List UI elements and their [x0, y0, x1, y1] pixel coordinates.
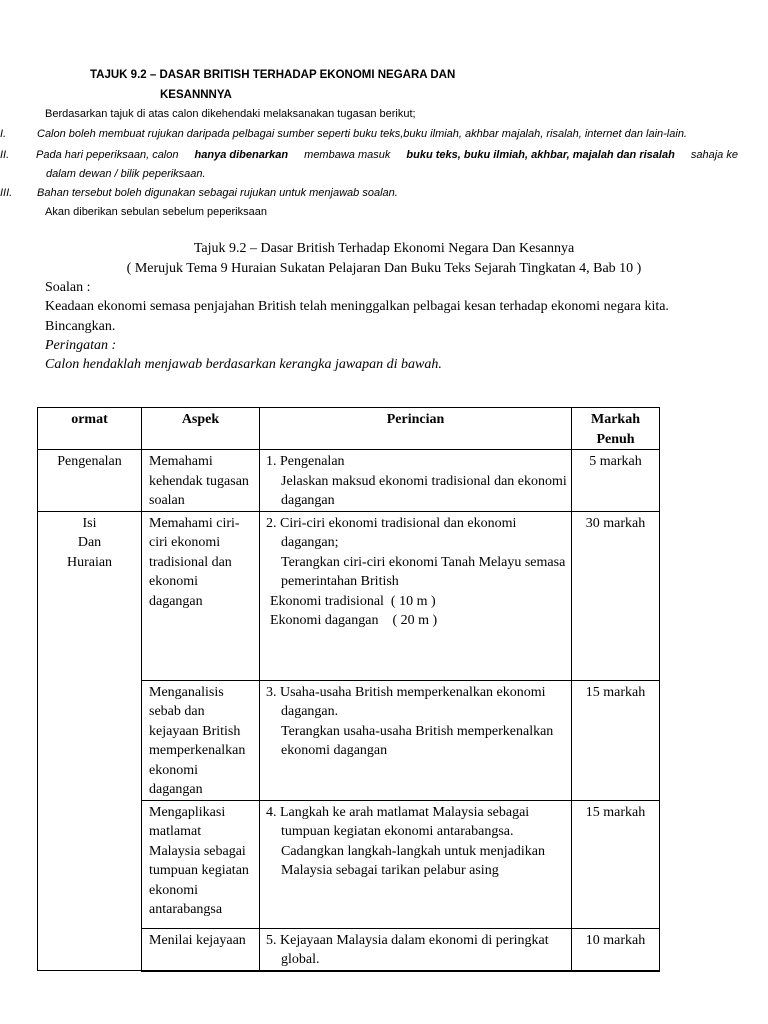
- notice-item-part: Pada hari peperiksaan, calon: [36, 149, 179, 161]
- marks-cell: 10 markah: [572, 928, 660, 971]
- detail-main: 4. Langkah ke arah matlamat Malaysia sebagai tumpuan kegiatan ekonomi antarabangsa.: [266, 804, 530, 839]
- aspect-cell: Memahami ciri-ciri ekonomi tradisional dan ekonomi dagangan: [142, 511, 260, 680]
- notice-item-part: sahaja ke: [690, 149, 738, 161]
- question-text-continued: Bincangkan.: [45, 319, 116, 334]
- notice-item-text: Bahan tersebut boleh digunakan sebagai rujukan untuk menjawab soalan.: [37, 187, 398, 199]
- table-row: [38, 511, 660, 680]
- warning-label: Peringatan :: [45, 338, 117, 353]
- notice-item-text: [36, 149, 738, 161]
- detail-cell: [260, 928, 572, 971]
- format-line: Isi: [82, 515, 97, 531]
- header-marks: Markah Penuh: [572, 408, 660, 450]
- notice-item-emphasis: hanya dibenarkan: [194, 149, 289, 161]
- marks-cell: 15 markah: [572, 800, 660, 928]
- format-line: Dan: [77, 535, 102, 550]
- format-cell: [38, 511, 142, 971]
- notice-heading-line2: KESANNNYA: [160, 89, 232, 101]
- header-format: ormat: [38, 408, 142, 450]
- detail-sub: Terangkan usaha-usaha British memperkenalkan ekonomi dagangan: [281, 723, 554, 758]
- detail-sub: Jelaskan maksud ekonomi tradisional dan ekonomi dagangan: [281, 473, 567, 508]
- notice-item-continuation: dalam dewan / bilik peperiksaan.: [46, 168, 206, 180]
- table-row: [38, 450, 660, 512]
- detail-main: 3. Usaha-usaha British memperkenalkan ekonomi dagangan.: [266, 684, 546, 719]
- table-header-row: [38, 408, 660, 450]
- document-subtitle: ( Merujuk Tema 9 Huraian Sukatan Pelajaran Dan Buku Teks Sejarah Tingkatan 4, Bab 10 ): [126, 261, 642, 276]
- notice-item-part: membawa masuk: [304, 149, 391, 161]
- detail-cell: [260, 511, 572, 680]
- detail-main: 2. Ciri-ciri ekonomi tradisional dan ekonomi dagangan;: [266, 515, 517, 550]
- format-cell: Pengenalan: [38, 450, 142, 512]
- marks-cell: 15 markah: [572, 680, 660, 800]
- notice-item-emphasis: buku teks, buku ilmiah, akhbar, majalah dan risalah: [406, 149, 675, 161]
- detail-cell: [260, 450, 572, 512]
- notice-intro: Berdasarkan tajuk di atas calon dikehendaki melaksanakan tugasan berikut;: [45, 108, 416, 120]
- detail-sub: Terangkan ciri-ciri ekonomi Tanah Melayu semasa pemerintahan British: [281, 554, 566, 589]
- marks-cell: 30 markah: [572, 511, 660, 680]
- aspect-cell: Menilai kejayaan: [142, 928, 260, 971]
- detail-main: 5. Kejayaan Malaysia dalam ekonomi di peringkat global.: [266, 932, 549, 967]
- notice-item-text: Calon boleh membuat rujukan daripada pelbagai sumber seperti buku teks,buku ilmiah, akhbar majalah, risalah, internet dan lain-lain.: [37, 128, 687, 140]
- detail-main: 1. Pengenalan: [266, 454, 345, 469]
- aspect-cell: Mengaplikasi matlamat Malaysia sebagai tumpuan kegiatan ekonomi antarabangsa: [142, 800, 260, 928]
- notice-item-number: III.: [0, 187, 13, 199]
- format-line: Huraian: [66, 554, 113, 570]
- question-text: Keadaan ekonomi semasa penjajahan British telah meninggalkan pelbagai kesan terhadap ekonomi negara kita.: [45, 299, 669, 314]
- detail-sub: Cadangkan langkah-langkah untuk menjadikan Malaysia sebagai tarikan pelabur asing: [281, 843, 545, 878]
- notice-closing: Akan diberikan sebulan sebelum peperiksaan: [45, 206, 267, 218]
- warning-text: Calon hendaklah menjawab berdasarkan kerangka jawapan di bawah.: [45, 357, 442, 372]
- detail-cell: [260, 800, 572, 928]
- document-title: Tajuk 9.2 – Dasar British Terhadap Ekonomi Negara Dan Kesannya: [193, 241, 575, 256]
- detail-extra: Ekonomi tradisional ( 10 m ): [270, 593, 436, 609]
- notice-item-number: II.: [0, 149, 10, 161]
- aspect-cell: Menganalisis sebab dan kejayaan British memperkenalkan ekonomi dagangan: [142, 680, 260, 800]
- header-detail: Perincian: [260, 408, 572, 450]
- detail-extra: Ekonomi dagangan ( 20 m ): [270, 613, 438, 628]
- header-aspect: Aspek: [142, 408, 260, 450]
- notice-heading-line1: TAJUK 9.2 – DASAR BRITISH TERHADAP EKONOMI NEGARA DAN: [90, 69, 456, 81]
- question-label: Soalan :: [45, 280, 91, 295]
- notice-item-number: I.: [0, 128, 7, 140]
- detail-cell: [260, 680, 572, 800]
- marks-cell: 5 markah: [572, 450, 660, 512]
- rubric-table: [37, 407, 660, 972]
- aspect-cell: Memahami kehendak tugasan soalan: [142, 450, 260, 512]
